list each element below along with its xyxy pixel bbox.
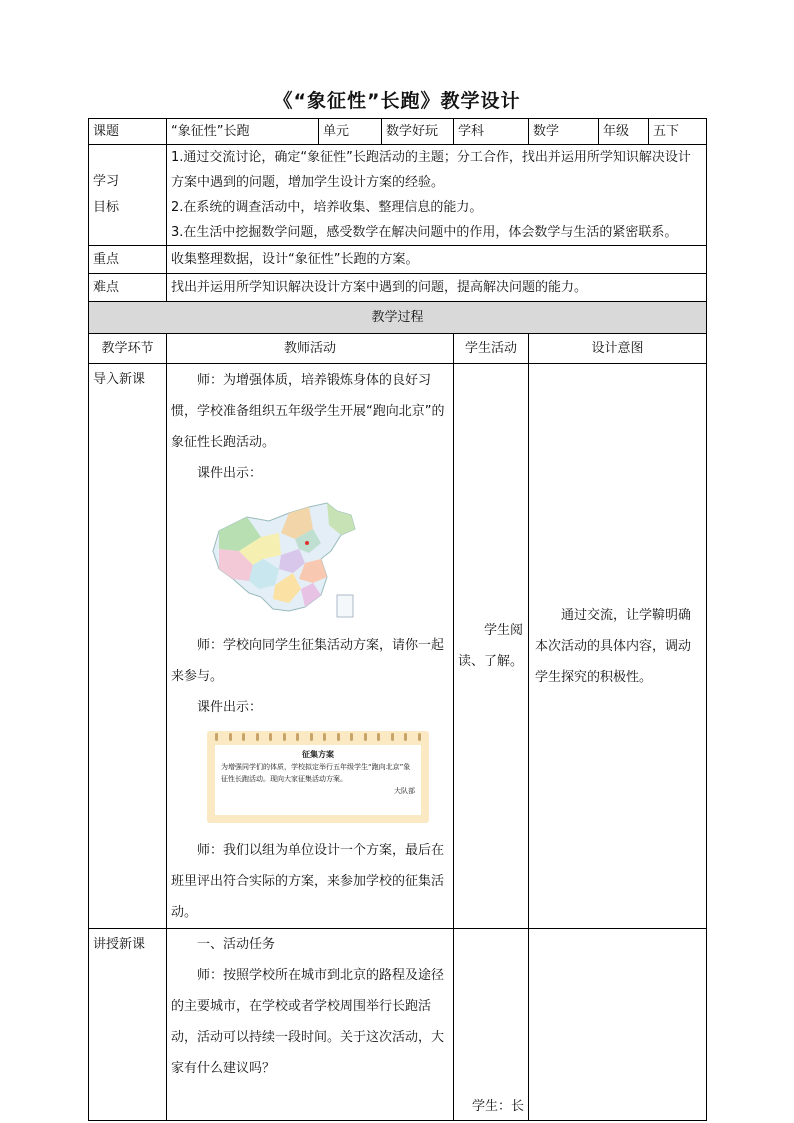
student-activity-intro: 学生阅读、了解。 — [454, 364, 529, 929]
goals-content — [167, 145, 707, 246]
topic-value: “象征性”长跑 — [167, 119, 319, 145]
goals-label-text: 学习目标 — [93, 174, 120, 215]
process-header-row — [89, 302, 707, 334]
teacher-paragraph: 课件出示： — [197, 466, 263, 481]
lesson-plan-table — [88, 118, 707, 1121]
key-point-row — [89, 246, 707, 274]
notice-card — [207, 731, 429, 823]
column-header-row — [89, 334, 707, 364]
difficulty-value: 找出并运用所学知识解决设计方案中遇到的问题，提高解决问题的能力。 — [167, 274, 707, 302]
teacher-paragraph: 师：学校向同学生征集活动方案，请你一起来参与。 — [171, 638, 445, 684]
stage-new-lesson: 讲授新课 — [89, 929, 167, 1121]
notice-content — [215, 745, 421, 815]
col-student: 学生活动 — [454, 334, 529, 364]
teacher-activity-new — [167, 929, 454, 1121]
grade-value: 五下 — [649, 119, 707, 145]
teacher-paragraph: 师：按照学校所在城市到北京的路程及途径的主要城市，在学校或者学校周围举行长跑活动，活动可以持续一段时间。关于这次活动，大家有什么建议吗？ — [171, 968, 445, 1076]
process-header: 教学过程 — [89, 302, 707, 334]
notice-title: 征集方案 — [302, 750, 334, 759]
col-teacher: 教师活动 — [167, 334, 454, 364]
teacher-paragraph: 师：为增强体质，培养锻炼身体的良好习惯，学校准备组织五年级学生开展“跑向北京”的象征性长跑活动。 — [171, 373, 445, 450]
china-map-icon — [209, 499, 359, 624]
notice-body: 为增强同学们的体质，学校拟定举行五年级学生“跑向北京”象征性长跑活动。现向大家征集活动方案。 — [221, 763, 411, 783]
notice-sign: 大队部 — [394, 787, 415, 795]
student-activity-new: 学生：长 — [454, 929, 529, 1121]
grade-label: 年级 — [599, 119, 649, 145]
col-intent: 设计意图 — [529, 334, 707, 364]
goal-item: 1.通过交流讨论，确定“象征性”长跑活动的主题；分工合作，找出并运用所学知识解决设计方案中遇到的问题，增加学生设计方案的经验。 — [171, 150, 691, 190]
teacher-paragraph: 师：我们以组为单位设计一个方案，最后在班里评出符合实际的方案，来参加学校的征集活动。 — [171, 843, 445, 920]
topic-label: 课题 — [89, 119, 167, 145]
goals-label — [89, 145, 167, 246]
goal-item: 2.在系统的调查活动中，培养收集、整理信息的能力。 — [171, 200, 483, 215]
difficulty-row — [89, 274, 707, 302]
subject-value: 数学 — [529, 119, 599, 145]
design-intent-intro: 通过交流，让学鞥明确本次活动的具体内容，调动学生探究的积极性。 — [529, 364, 707, 929]
section-new-lesson-row — [89, 929, 707, 1121]
teacher-paragraph: 一、活动任务 — [197, 937, 276, 952]
china-map-image — [209, 499, 359, 624]
info-row — [89, 119, 707, 145]
goal-item: 3.在生活中挖掘数学问题，感受数学在解决问题中的作用，体会数学与生活的紧密联系。 — [171, 225, 678, 240]
stage-intro: 导入新课 — [89, 364, 167, 929]
key-point-label: 重点 — [89, 246, 167, 274]
binder-rings — [215, 733, 421, 741]
design-intent-new — [529, 929, 707, 1121]
goals-row — [89, 145, 707, 246]
section-intro-row — [89, 364, 707, 929]
difficulty-label: 难点 — [89, 274, 167, 302]
teacher-activity-intro — [167, 364, 454, 929]
teacher-paragraph: 课件出示： — [197, 700, 263, 715]
col-stage: 教学环节 — [89, 334, 167, 364]
subject-label: 学科 — [454, 119, 529, 145]
document-title: 《“象征性”长跑》教学设计 — [273, 90, 521, 112]
unit-label: 单元 — [319, 119, 382, 145]
unit-value: 数学好玩 — [382, 119, 454, 145]
key-point-value: 收集整理数据，设计“象征性”长跑的方案。 — [167, 246, 707, 274]
